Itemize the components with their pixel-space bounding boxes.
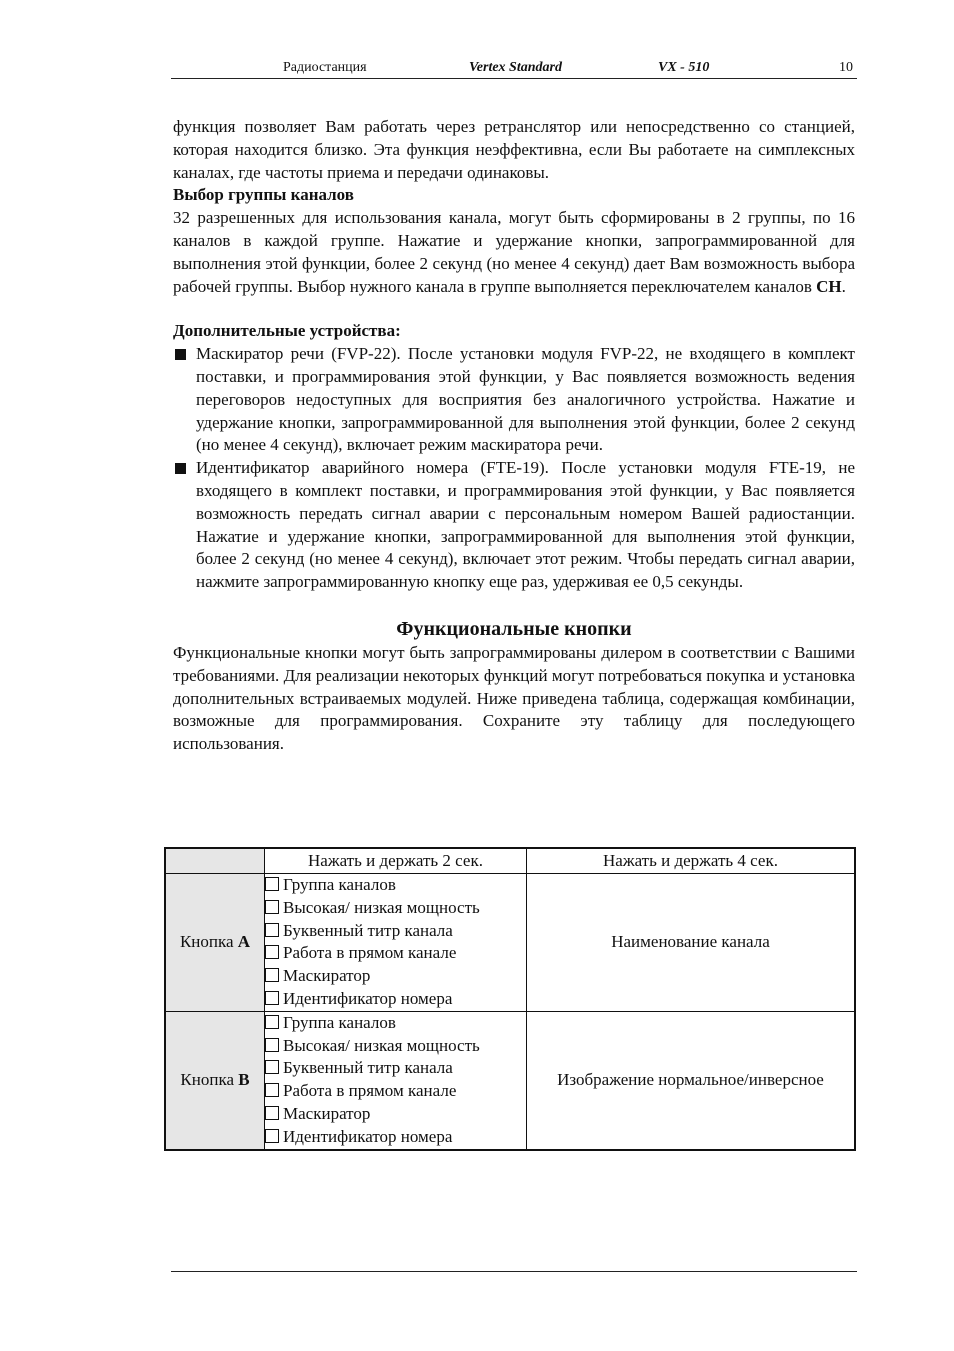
extra-devices-heading: Дополнительные устройства: [173, 321, 401, 341]
header-brand: Vertex Standard [469, 60, 562, 75]
button-b-label: Кнопка B [165, 1011, 265, 1149]
option-checkbox[interactable]: Маскиратор [265, 1103, 526, 1126]
option-checkbox[interactable]: Буквенный титр канала [265, 920, 526, 943]
option-checkbox[interactable]: Буквенный титр канала [265, 1057, 526, 1080]
header-doc-title: Радиостанция [283, 60, 367, 75]
option-checkbox[interactable]: Идентификатор номера [265, 988, 526, 1011]
option-checkbox[interactable]: Высокая/ низкая мощность [265, 897, 526, 920]
table-row [165, 1011, 855, 1149]
group-select-text: 32 разрешенных для использования канала, могут быть сформированы в 2 группы, по 16 каналов в каждой группе. Нажатие и удержание кнопки, запрограммированной для выполнения этой функции, более 2 секунд (но менее 4 секунд) дает Вам возможность выбора рабочей группы. Выбор нужного канала в группе выполняется переключателем каналов [173, 208, 855, 296]
function-buttons-paragraph: Функциональные кнопки могут быть запрограммированы дилером в соответствии с Вашими требованиями. Для реализации некоторых функций могут потребоваться покупка и установка дополнительных встраиваемых модулей. Ниже приведена таблица, содержащая комбинации, возможные для программирования. Сохраните эту таблицу для последующего использования. [173, 642, 855, 754]
header-page-number: 10 [839, 60, 853, 75]
option-checkbox[interactable]: Идентификатор номера [265, 1126, 526, 1149]
checkbox-icon[interactable] [265, 1129, 279, 1143]
option-checkbox[interactable]: Работа в прямом канале [265, 942, 526, 965]
group-select-heading: Выбор группы каналов [173, 185, 354, 205]
header-model: VX - 510 [658, 60, 710, 75]
footer-divider [171, 1271, 857, 1272]
table-header-4sec: Нажать и держать 4 сек. [527, 848, 856, 874]
checkbox-icon[interactable] [265, 923, 279, 937]
list-item: Идентификатор аварийного номера (FTE-19). После установки модуля FTE-19, не входящего в комплект поставки, и программирования этой функции, у Вас появляется возможность передать сигнал аварии с персональным номером Вашей радиостанции. Нажатие и удержание кнопки, запрограммированной для выполнения этой функции, более 2 секунд (но менее 4 секунд), включает этот режим. Чтобы передать сигнал аварии, нажмите запрограммированную кнопку еще раз, удерживая ее 0,5 секунды. [173, 457, 855, 594]
intro-paragraph: функция позволяет Вам работать через ретранслятор или непосредственно со станцией, которая находится близко. Эта функция неэффективна, если Вы работаете на симплексных каналах, где частоты приема и передачи одинаковы. [173, 117, 855, 182]
checkbox-icon[interactable] [265, 991, 279, 1005]
function-buttons-table [164, 847, 856, 1151]
button-a-label: Кнопка A [165, 874, 265, 1012]
ch-switch-label: CH [816, 276, 842, 296]
button-a-long-press: Наименование канала [527, 874, 856, 1012]
checkbox-icon[interactable] [265, 968, 279, 982]
button-a-options [265, 874, 527, 1012]
checkbox-icon[interactable] [265, 1015, 279, 1029]
table-header-2sec: Нажать и держать 2 сек. [265, 848, 527, 874]
option-checkbox[interactable]: Высокая/ низкая мощность [265, 1035, 526, 1058]
checkbox-icon[interactable] [265, 877, 279, 891]
checkbox-icon[interactable] [265, 1060, 279, 1074]
function-buttons-heading: Функциональные кнопки [396, 617, 632, 640]
button-b-long-press: Изображение нормальное/инверсное [527, 1011, 856, 1149]
group-select-text-end: . [841, 276, 846, 296]
page-header [171, 58, 857, 79]
option-checkbox[interactable]: Маскиратор [265, 965, 526, 988]
list-item: Маскиратор речи (FVP-22). После установки модуля FVP-22, не входящего в комплект поставки, и программирования этой функции, у Вас появляется возможность ведения переговоров недоступных для восприятия без аналогичного устройства. Нажатие и удержание кнопки, запрограммированной для выполнения этой функции, более 2 секунд (но менее 4 секунд), включает режим маскиратора речи. [173, 343, 855, 457]
table-corner-cell [165, 848, 265, 874]
checkbox-icon[interactable] [265, 945, 279, 959]
checkbox-icon[interactable] [265, 1083, 279, 1097]
checkbox-icon[interactable] [265, 1038, 279, 1052]
option-checkbox[interactable]: Группа каналов [265, 1012, 526, 1035]
group-select-paragraph [173, 207, 855, 298]
option-checkbox[interactable]: Группа каналов [265, 874, 526, 897]
page-body [173, 116, 855, 756]
table-header-row [165, 848, 855, 874]
checkbox-icon[interactable] [265, 900, 279, 914]
table-row [165, 874, 855, 1012]
button-b-options [265, 1011, 527, 1149]
option-checkbox[interactable]: Работа в прямом канале [265, 1080, 526, 1103]
checkbox-icon[interactable] [265, 1106, 279, 1120]
extra-devices-list [173, 343, 855, 594]
